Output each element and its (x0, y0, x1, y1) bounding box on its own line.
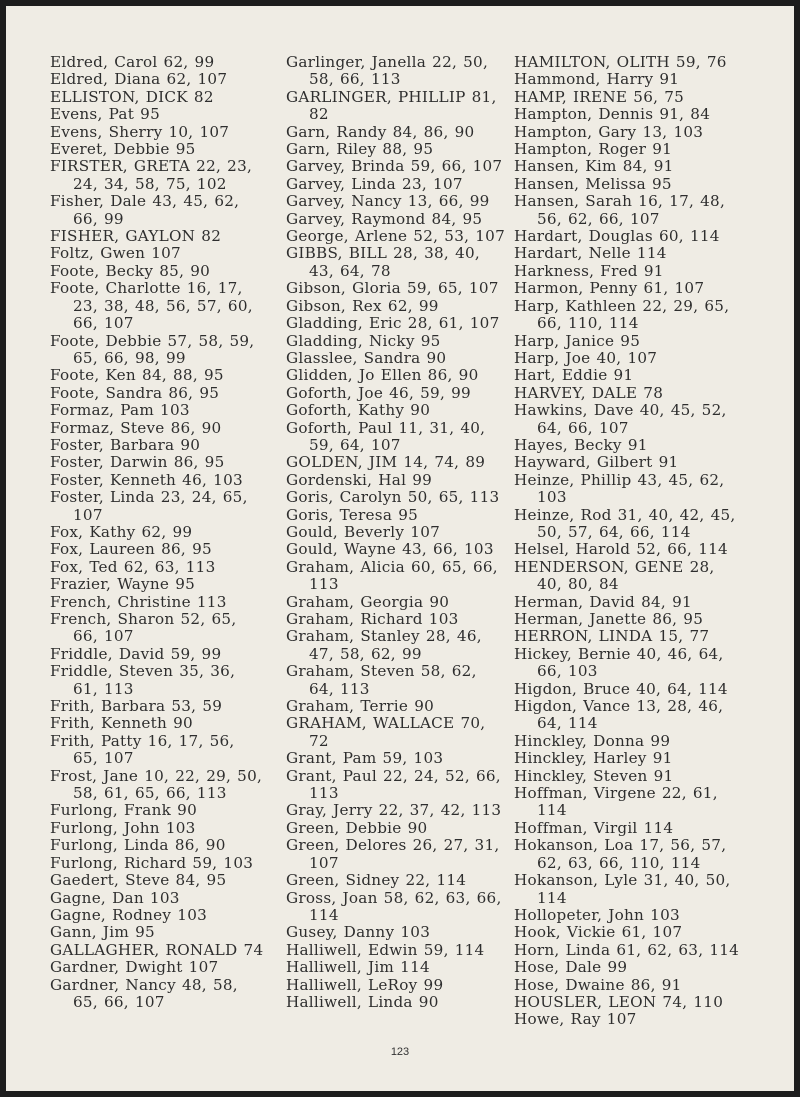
index-entry: Glasslee, Sandra 90 (286, 348, 447, 367)
index-entry: Furlong, Frank 90 (50, 801, 197, 820)
index-entry: Hardart, Douglas 60, 114 (514, 227, 720, 246)
index-entry: Gladding, Eric 28, 61, 107 (286, 314, 500, 333)
index-entry: Garvey, Raymond 84, 95 (286, 209, 483, 228)
index-entry: Gardner, Dwight 107 (50, 958, 219, 977)
index-entry: Hansen, Melissa 95 (514, 174, 672, 193)
index-entry: Hollopeter, John 103 (514, 905, 680, 924)
index-entry: Fox, Kathy 62, 99 (50, 522, 193, 541)
index-entry: Furlong, John 103 (50, 818, 196, 837)
index-entry: FIRSTER, GRETA 22, 23, 24, 34, 58, 75, 102 (50, 157, 253, 193)
index-entry: HARVEY, DALE 78 (514, 383, 664, 402)
index-entry: Frazier, Wayne 95 (50, 575, 196, 594)
index-entry: Hoffman, Virgene 22, 61, 114 (514, 784, 718, 820)
index-entry: Gould, Wayne 43, 66, 103 (286, 540, 494, 559)
index-entry: Gann, Jim 95 (50, 923, 155, 942)
index-entry: Higdon, Vance 13, 28, 46, 64, 114 (514, 697, 724, 733)
index-entry: Furlong, Richard 59, 103 (50, 853, 254, 872)
index-entry: Hansen, Kim 84, 91 (514, 157, 674, 176)
index-entry: Frith, Patty 16, 17, 56, 65, 107 (50, 731, 235, 768)
index-entry: Hokanson, Lyle 31, 40, 50, 114 (514, 871, 731, 907)
index-entry: FISHER, GAYLON 82 (50, 227, 222, 246)
index-entry: Fox, Laureen 86, 95 (50, 540, 212, 559)
index-entry: Halliwell, LeRoy 99 (286, 975, 444, 994)
index-entry: French, Sharon 52, 65, 66, 107 (50, 610, 237, 646)
index-entry: Foote, Sandra 86, 95 (50, 383, 220, 402)
index-entry: Foote, Charlotte 16, 17, 23, 38, 48, 56, 57, 60, 66, 107 (50, 279, 253, 333)
index-entry: Hose, Dale 99 (514, 958, 628, 977)
index-entry: Hokanson, Loa 17, 56, 57, 62, 63, 66, 110, 114 (514, 836, 727, 872)
index-entry: Harp, Kathleen 22, 29, 65, 66, 110, 114 (514, 296, 730, 333)
index-entry: Goforth, Paul 11, 31, 40, 59, 64, 107 (286, 418, 486, 454)
index-entry: Formaz, Steve 86, 90 (50, 418, 222, 437)
index-entry: Graham, Georgia 90 (286, 592, 450, 611)
index-entry: HAMILTON, OLITH 59, 76 (514, 53, 727, 71)
index-entry: Harmon, Penny 61, 107 (514, 279, 705, 298)
index-entry: Heinze, Phillip 43, 45, 62, 103 (514, 470, 725, 507)
index-entry: Hickey, Bernie 40, 46, 64, 66, 103 (514, 644, 724, 681)
index-entry: Herman, Janette 86, 95 (514, 610, 704, 628)
index-entry: Fisher, Dale 43, 45, 62, 66, 99 (50, 192, 240, 228)
index-entry: Grant, Pam 59, 103 (286, 749, 444, 768)
index-entry: Gross, Joan 58, 62, 63, 66, 114 (286, 888, 502, 924)
index-entry: HERRON, LINDA 15, 77 (514, 627, 710, 646)
index-entry: Glidden, Jo Ellen 86, 90 (286, 366, 479, 385)
index-entry: Hart, Eddie 91 (514, 366, 634, 385)
index-entry: Garn, Riley 88, 95 (286, 140, 434, 159)
index-entry: Helsel, Harold 52, 66, 114 (514, 540, 728, 559)
index-entry: Gibson, Rex 62, 99 (286, 296, 439, 315)
index-entry: Foote, Debbie 57, 58, 59, 65, 66, 98, 99 (50, 331, 255, 367)
index-entry: Frith, Barbara 53, 59 (50, 697, 223, 716)
index-entry: Harp, Janice 95 (514, 331, 641, 350)
index-entry: Gaedert, Steve 84, 95 (50, 871, 227, 890)
index-entry: Herman, David 84, 91 (514, 592, 692, 611)
index-entry: Higdon, Bruce 40, 64, 114 (514, 679, 728, 698)
index-entry: Hook, Vickie 61, 107 (514, 923, 683, 942)
index-entry: Graham, Alicia 60, 65, 66, 113 (286, 557, 498, 594)
index-entry: ELLISTON, DICK 82 (50, 87, 214, 106)
index-entry: Hampton, Gary 13, 103 (514, 122, 704, 141)
index-entry: Foster, Darwin 86, 95 (50, 453, 225, 472)
index-entry: Formaz, Pam 103 (50, 401, 190, 420)
index-entry: Gladding, Nicky 95 (286, 331, 441, 350)
index-entry: Hinckley, Steven 91 (514, 766, 674, 785)
index-entry: Foote, Becky 85, 90 (50, 261, 211, 280)
index-entry: Halliwell, Linda 90 (286, 992, 439, 1011)
index-entry: Green, Sidney 22, 114 (286, 871, 467, 890)
index-entry: Eldred, Carol 62, 99 (50, 53, 215, 71)
index-entry: Goris, Carolyn 50, 65, 113 (286, 488, 500, 507)
index-column-3 (514, 54, 744, 1029)
index-entry: Foster, Linda 23, 24, 65, 107 (50, 488, 248, 524)
index-entry: Gagne, Rodney 103 (50, 905, 208, 924)
index-entry: Green, Delores 26, 27, 31, 107 (286, 836, 500, 872)
index-entry: Goforth, Kathy 90 (286, 401, 431, 420)
index-entry: Gusey, Danny 103 (286, 923, 431, 942)
index-page (6, 6, 794, 1091)
index-entry: Howe, Ray 107 (514, 1010, 637, 1029)
index-entry: Grant, Paul 22, 24, 52, 66, 113 (286, 766, 501, 803)
index-entry: Foltz, Gwen 107 (50, 244, 181, 263)
index-entry: HENDERSON, GENE 28, 40, 80, 84 (514, 557, 715, 594)
page-number: 123 (390, 1046, 410, 1058)
index-entry: Friddle, Steven 35, 36, 61, 113 (50, 662, 236, 698)
index-entry: Gould, Beverly 107 (286, 522, 441, 541)
index-entry: Foote, Ken 84, 88, 95 (50, 366, 224, 385)
index-entry: HOUSLER, LEON 74, 110 (514, 992, 724, 1011)
index-entry: Harkness, Fred 91 (514, 261, 664, 280)
index-entry: Hampton, Roger 91 (514, 140, 673, 159)
index-entry: GRAHAM, WALLACE 70, 72 (286, 714, 486, 750)
index-entry: Graham, Steven 58, 62, 64, 113 (286, 662, 477, 698)
index-entry: Foster, Kenneth 46, 103 (50, 470, 243, 489)
index-column-2 (286, 54, 506, 1011)
index-entry: Gray, Jerry 22, 37, 42, 113 (286, 801, 502, 820)
index-entry: Hardart, Nelle 114 (514, 244, 667, 263)
index-entry: Hose, Dwaine 86, 91 (514, 975, 682, 994)
index-entry: Hampton, Dennis 91, 84 (514, 105, 711, 124)
index-entry: Friddle, David 59, 99 (50, 644, 222, 663)
index-entry: Halliwell, Jim 114 (286, 958, 430, 977)
index-entry: George, Arlene 52, 53, 107 (286, 227, 506, 246)
index-entry: Goforth, Joe 46, 59, 99 (286, 383, 471, 402)
index-entry: Frith, Kenneth 90 (50, 714, 193, 733)
index-entry: Hinckley, Donna 99 (514, 731, 671, 750)
index-entry: Evens, Pat 95 (50, 105, 160, 124)
index-entry: Hawkins, Dave 40, 45, 52, 64, 66, 107 (514, 401, 727, 437)
index-entry: Graham, Terrie 90 (286, 697, 435, 716)
index-entry: Gardner, Nancy 48, 58, 65, 66, 107 (50, 975, 238, 1011)
index-entry: Horn, Linda 61, 62, 63, 114 (514, 940, 740, 959)
index-entry: Halliwell, Edwin 59, 114 (286, 940, 485, 959)
index-entry: Hayward, Gilbert 91 (514, 453, 679, 472)
index-entry: Hansen, Sarah 16, 17, 48, 56, 62, 66, 107 (514, 192, 726, 228)
index-entry: Goris, Teresa 95 (286, 505, 419, 524)
index-entry: Gibson, Gloria 59, 65, 107 (286, 279, 499, 298)
index-entry: Heinze, Rod 31, 40, 42, 45, 50, 57, 64, 66, 114 (514, 505, 736, 541)
index-entry: GALLAGHER, RONALD 74 (50, 940, 264, 959)
index-entry: Garvey, Brinda 59, 66, 107 (286, 157, 503, 176)
index-entry: Foster, Barbara 90 (50, 435, 201, 454)
index-entry: Furlong, Linda 86, 90 (50, 836, 226, 855)
index-entry: Hoffman, Virgil 114 (514, 818, 674, 837)
index-entry: Frost, Jane 10, 22, 29, 50, 58, 61, 65, 66, 113 (50, 766, 263, 803)
index-entry: Gordenski, Hal 99 (286, 470, 433, 489)
index-entry: GIBBS, BILL 28, 38, 40, 43, 64, 78 (286, 244, 480, 280)
index-entry: GARLINGER, PHILLIP 81, 82 (286, 87, 497, 124)
index-entry: Garvey, Linda 23, 107 (286, 174, 463, 193)
index-column-1 (50, 54, 264, 1011)
index-entry: Harp, Joe 40, 107 (514, 348, 658, 367)
index-entry: Green, Debbie 90 (286, 818, 428, 837)
index-entry: Garlinger, Janella 22, 50, 58, 66, 113 (286, 53, 489, 89)
index-entry: French, Christine 113 (50, 592, 227, 611)
index-entry: Graham, Richard 103 (286, 610, 459, 628)
index-entry: Hayes, Becky 91 (514, 435, 648, 454)
index-entry: Graham, Stanley 28, 46, 47, 58, 62, 99 (286, 627, 482, 663)
index-entry: Garn, Randy 84, 86, 90 (286, 122, 475, 141)
index-entry: Hammond, Harry 91 (514, 70, 680, 89)
index-entry: Evens, Sherry 10, 107 (50, 122, 230, 141)
index-entry: GOLDEN, JIM 14, 74, 89 (286, 453, 486, 472)
index-entry: Everet, Debbie 95 (50, 140, 196, 159)
index-entry: Hinckley, Harley 91 (514, 749, 673, 768)
index-entry: Fox, Ted 62, 63, 113 (50, 557, 216, 576)
index-entry: HAMP, IRENE 56, 75 (514, 87, 685, 106)
index-entry: Gagne, Dan 103 (50, 888, 180, 907)
index-entry: Eldred, Diana 62, 107 (50, 70, 228, 89)
index-entry: Garvey, Nancy 13, 66, 99 (286, 192, 490, 211)
